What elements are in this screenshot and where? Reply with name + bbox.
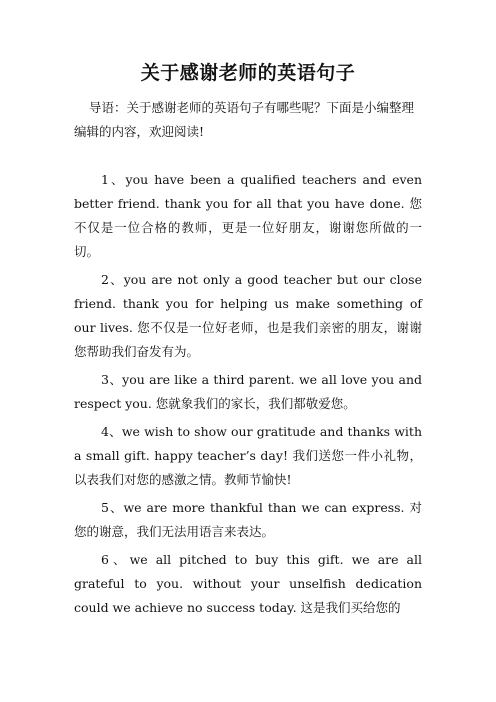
paragraph-5: 5、we are more thankful than we can express. 对您的谢意，我们无法用语言来表达。 <box>74 500 422 539</box>
paragraph-6: 6、we all pitched to buy this gift. we are all grateful to you. without your unselfish dedication could we achieve no success today. 这是我们买给您的 <box>74 552 422 615</box>
paragraph-4: 4、we wish to show our gratitude and thanks with a small gift. happy teacher’s day! 我们送您一件小礼物，以表我们对您的感激之情。教师节愉快! <box>74 424 422 487</box>
document-intro: 导语：关于感谢老师的英语句子有哪些呢？下面是小编整理编辑的内容，欢迎阅读! <box>74 100 415 139</box>
paragraph-2: 2、you are not only a good teacher but our close friend. thank you for helping us make something of our lives. 您不仅是一位好老师，也是我们亲密的朋友，谢谢您帮助我们奋发有为。 <box>74 272 422 359</box>
document-title: 关于感谢老师的英语句子 <box>140 62 356 84</box>
paragraph-1: 1、you have been a qualified teachers and even better friend. thank you for all that you have done. 您不仅是一位合格的教师，更是一位好朋友，谢谢您所做的一切。 <box>74 172 422 259</box>
paragraph-3: 3、you are like a third parent. we all love you and respect you. 您就象我们的家长，我们都敬爱您。 <box>74 372 422 411</box>
